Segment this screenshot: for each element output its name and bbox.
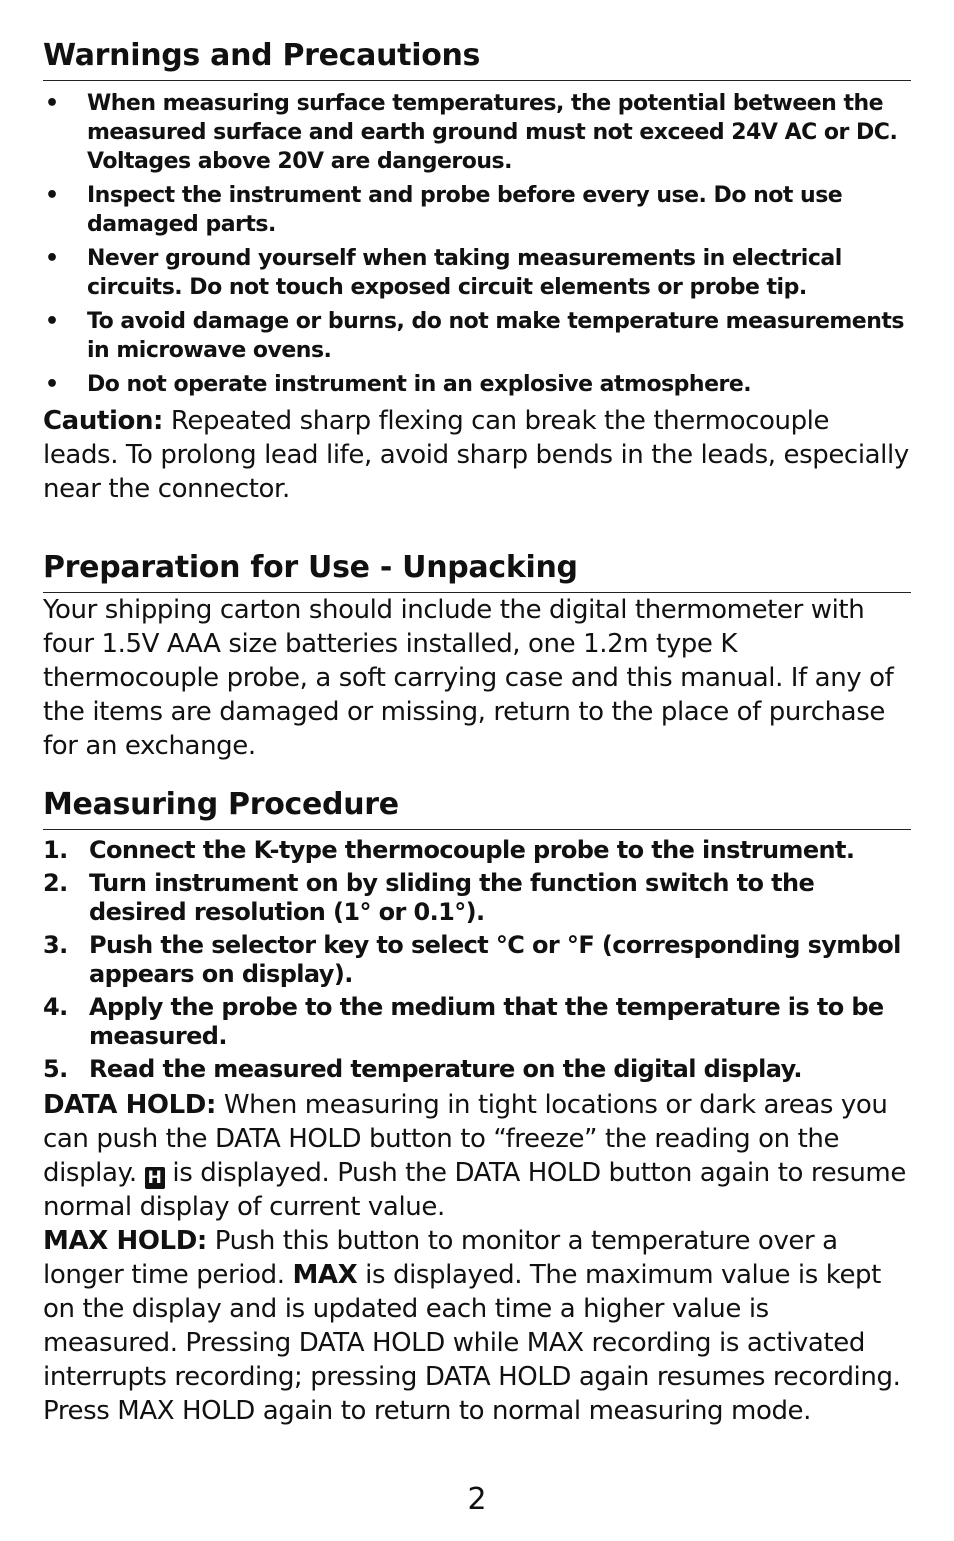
data-hold-paragraph: DATA HOLD: When measuring in tight locations or dark areas you can push the DATA HOLD button to “freeze” the reading on the display. H is displayed. Push the DATA HOLD button again to resume normal display of current value. — [43, 1090, 906, 1222]
preparation-title: Preparation for Use - Unpacking — [43, 550, 911, 593]
bullet-icon: • — [45, 372, 59, 397]
bullet-icon: • — [45, 246, 59, 271]
page-number: 2 — [467, 1482, 487, 1517]
step-number: 1. — [43, 836, 68, 864]
step-number: 2. — [43, 869, 68, 897]
list-item: 4. Apply the probe to the medium that the temperature is to be measured. — [43, 993, 884, 1050]
hold-icon: H — [145, 1167, 165, 1189]
step-number: 4. — [43, 993, 68, 1021]
step-number: 5. — [43, 1055, 68, 1083]
bullet-icon: • — [45, 309, 59, 334]
caution-text: Repeated sharp flexing can break the thermocouple leads. To prolong lead life, avoid sharp bends in the leads, especially near the connector. — [43, 406, 909, 504]
measuring-title: Measuring Procedure — [43, 787, 911, 830]
max-hold-label: MAX HOLD: — [43, 1226, 207, 1256]
list-item: • When measuring surface temperatures, the potential between the measured surface and earth ground must not exceed 24V AC or DC. Voltages above 20V are dangerous. — [45, 91, 898, 174]
data-hold-label: DATA HOLD: — [43, 1090, 216, 1120]
list-item: 5. Read the measured temperature on the digital display. — [43, 1055, 802, 1083]
bullet-icon: • — [45, 183, 59, 208]
preparation-section — [43, 550, 911, 763]
list-item: 2. Turn instrument on by sliding the function switch to the desired resolution (1° or 0.1°). — [43, 869, 815, 926]
max-hold-paragraph: MAX HOLD: Push this button to monitor a temperature over a longer time period. MAX is displayed. The maximum value is kept on the display and is updated each time a higher value is measured. Pressing DATA HOLD while MAX recording is activated interrupts recording; pressing DATA HOLD again resumes recording. Press MAX HOLD again to return to normal measuring mode. — [43, 1226, 901, 1426]
list-item: • To avoid damage or burns, do not make temperature measurements in microwave ovens. — [45, 309, 904, 363]
list-item: • Never ground yourself when taking measurements in electrical circuits. Do not touch exposed circuit elements or probe tip. — [45, 246, 842, 300]
measuring-section — [43, 787, 911, 1428]
list-item: 1. Connect the K-type thermocouple probe to the instrument. — [43, 836, 855, 864]
bullet-icon: • — [45, 91, 59, 116]
list-item: • Inspect the instrument and probe before every use. Do not use damaged parts. — [45, 183, 843, 237]
caution-label: Caution: — [43, 406, 164, 436]
steps-list — [43, 836, 911, 1084]
list-item: • Do not operate instrument in an explosive atmosphere. — [45, 372, 752, 397]
max-indicator: MAX — [292, 1260, 358, 1290]
warnings-list — [43, 89, 911, 399]
preparation-text: Your shipping carton should include the digital thermometer with four 1.5V AAA size batteries installed, one 1.2m type K thermocouple probe, a soft carrying case and this manual. If any of the items are damaged or missing, return to the place of purchase for an exchange. — [43, 595, 894, 761]
warnings-section — [43, 38, 911, 506]
step-number: 3. — [43, 931, 68, 959]
caution-paragraph — [43, 404, 911, 506]
list-item: 3. Push the selector key to select °C or °F (corresponding symbol appears on display). — [43, 931, 901, 988]
warnings-title: Warnings and Precautions — [43, 38, 911, 81]
